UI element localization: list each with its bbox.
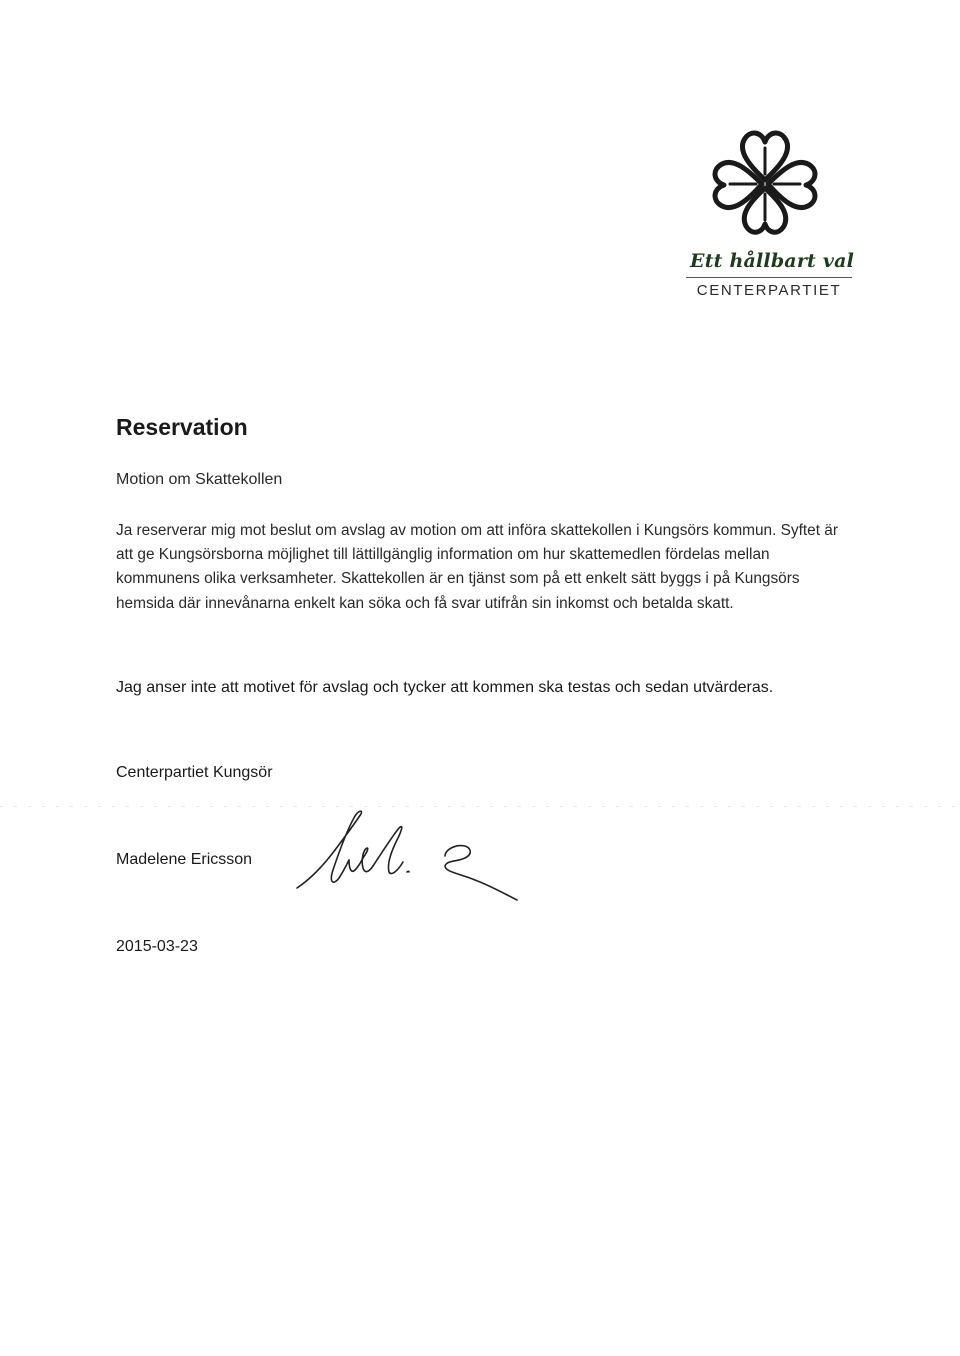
- party-logo: [680, 118, 858, 308]
- organization-name: Centerpartiet Kungsör: [116, 764, 273, 781]
- four-leaf-clover-icon: [700, 118, 830, 248]
- document-date: 2015-03-23: [116, 938, 198, 955]
- logo-slogan: Ett hållbart val: [690, 250, 854, 272]
- logo-party-name: CENTERPARTIET: [696, 282, 842, 299]
- handwritten-signature: [295, 800, 520, 910]
- document-body: Ja reserverar mig mot beslut om avslag av motion om att införa skattekollen i Kungsörs kommun. Syftet är att ge Kungsörsborna möjlighet till lättillgänglig information om hur skattemedlen fördelas mellan kommunens olika verksamheter. Skattekollen är en tjänst som på ett enkelt sätt byggs i på Kungsörs hemsida där innevånarna enkelt kan söka och få svar utifrån sin inkomst och betalda skatt.: [116, 522, 838, 612]
- document-title: Reservation: [116, 414, 248, 440]
- signer-name: Madelene Ericsson: [116, 851, 253, 868]
- document-opinion: Jag anser inte att motivet för avslag och tycker att kommen ska testas och sedan utvärderas.: [116, 679, 774, 696]
- document-subtitle: Motion om Skattekollen: [116, 471, 283, 488]
- logo-divider: [686, 277, 852, 278]
